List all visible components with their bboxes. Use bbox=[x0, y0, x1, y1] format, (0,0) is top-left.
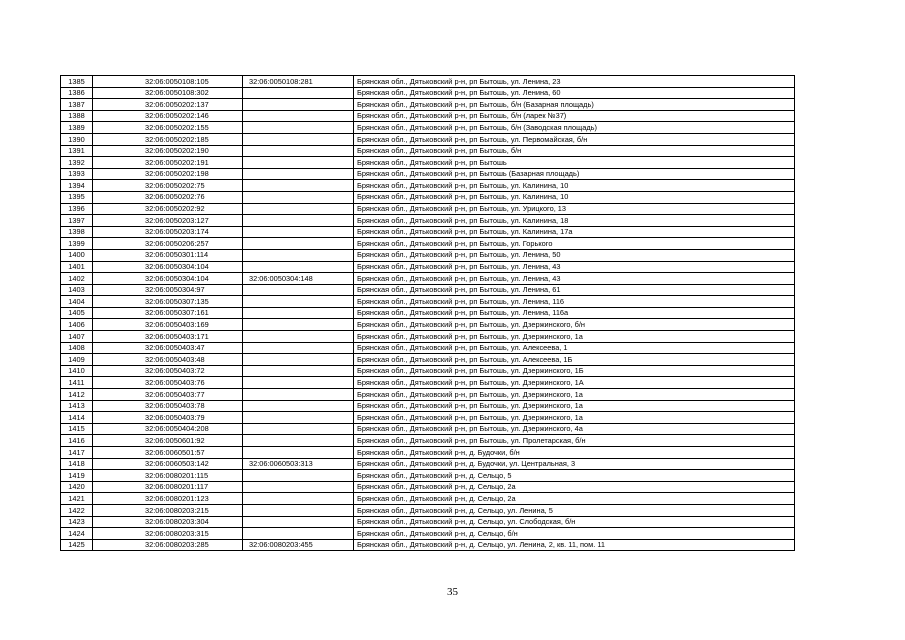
table-row bbox=[61, 365, 795, 377]
address-cell: Брянская обл., Дятьковский р-н, рп Бытошь, ул. Горького bbox=[354, 238, 795, 250]
address-cell: Брянская обл., Дятьковский р-н, д. Сельцо, 2а bbox=[354, 493, 795, 505]
table-row bbox=[61, 157, 795, 169]
table-row bbox=[61, 331, 795, 343]
linked-cadastral-number-cell bbox=[243, 296, 354, 308]
table-row bbox=[61, 122, 795, 134]
table-row bbox=[61, 458, 795, 470]
table-row bbox=[61, 470, 795, 482]
row-number-cell: 1424 bbox=[61, 528, 93, 540]
table-row bbox=[61, 133, 795, 145]
cadastral-number-cell: 32:06:0050108:302 bbox=[93, 87, 243, 99]
table-row bbox=[61, 516, 795, 528]
linked-cadastral-number-cell bbox=[243, 261, 354, 273]
linked-cadastral-number-cell: 32:06:0060503:313 bbox=[243, 458, 354, 470]
table-row bbox=[61, 307, 795, 319]
cadastral-number-cell: 32:06:0050403:48 bbox=[93, 354, 243, 366]
address-cell: Брянская обл., Дятьковский р-н, рп Бытошь, ул. Дзержинского, 1а bbox=[354, 389, 795, 401]
linked-cadastral-number-cell bbox=[243, 331, 354, 343]
address-cell: Брянская обл., Дятьковский р-н, рп Бытошь, ул. Дзержинского, 1а bbox=[354, 400, 795, 412]
cadastral-number-cell: 32:06:0050202:137 bbox=[93, 99, 243, 111]
address-cell: Брянская обл., Дятьковский р-н, рп Бытошь, ул. Ленина, 43 bbox=[354, 261, 795, 273]
row-number-cell: 1422 bbox=[61, 504, 93, 516]
linked-cadastral-number-cell bbox=[243, 110, 354, 122]
linked-cadastral-number-cell bbox=[243, 447, 354, 459]
page-number: 35 bbox=[447, 586, 458, 598]
address-cell: Брянская обл., Дятьковский р-н, рп Бытошь, ул. Дзержинского, 1Б bbox=[354, 365, 795, 377]
table-row bbox=[61, 191, 795, 203]
cadastral-number-cell: 32:06:0050304:104 bbox=[93, 273, 243, 285]
linked-cadastral-number-cell bbox=[243, 191, 354, 203]
cadastral-number-cell: 32:06:0080201:117 bbox=[93, 481, 243, 493]
table-row bbox=[61, 504, 795, 516]
linked-cadastral-number-cell: 32:06:0050304:148 bbox=[243, 273, 354, 285]
linked-cadastral-number-cell bbox=[243, 157, 354, 169]
address-cell: Брянская обл., Дятьковский р-н, рп Бытошь, ул. Дзержинского, 4а bbox=[354, 423, 795, 435]
row-number-cell: 1419 bbox=[61, 470, 93, 482]
row-number-cell: 1407 bbox=[61, 331, 93, 343]
row-number-cell: 1418 bbox=[61, 458, 93, 470]
linked-cadastral-number-cell bbox=[243, 238, 354, 250]
row-number-cell: 1406 bbox=[61, 319, 93, 331]
cadastral-number-cell: 32:06:0050403:77 bbox=[93, 389, 243, 401]
address-cell: Брянская обл., Дятьковский р-н, рп Бытошь, ул. Калинина, 17а bbox=[354, 226, 795, 238]
row-number-cell: 1414 bbox=[61, 412, 93, 424]
table-row bbox=[61, 423, 795, 435]
linked-cadastral-number-cell bbox=[243, 516, 354, 528]
row-number-cell: 1392 bbox=[61, 157, 93, 169]
cadastral-number-cell: 32:06:0050404:208 bbox=[93, 423, 243, 435]
address-cell: Брянская обл., Дятьковский р-н, рп Бытошь, ул. Калинина, 18 bbox=[354, 215, 795, 227]
linked-cadastral-number-cell bbox=[243, 307, 354, 319]
address-cell: Брянская обл., Дятьковский р-н, д. Будочки, б/н bbox=[354, 447, 795, 459]
linked-cadastral-number-cell bbox=[243, 203, 354, 215]
row-number-cell: 1387 bbox=[61, 99, 93, 111]
table-row bbox=[61, 354, 795, 366]
cadastral-number-cell: 32:06:0050202:191 bbox=[93, 157, 243, 169]
row-number-cell: 1416 bbox=[61, 435, 93, 447]
linked-cadastral-number-cell bbox=[243, 87, 354, 99]
cadastral-number-cell: 32:06:0050202:155 bbox=[93, 122, 243, 134]
row-number-cell: 1421 bbox=[61, 493, 93, 505]
address-cell: Брянская обл., Дятьковский р-н, д. Сельцо, 5 bbox=[354, 470, 795, 482]
table-row bbox=[61, 528, 795, 540]
row-number-cell: 1412 bbox=[61, 389, 93, 401]
address-cell: Брянская обл., Дятьковский р-н, рп Бытошь, б/н (Базарная площадь) bbox=[354, 99, 795, 111]
row-number-cell: 1413 bbox=[61, 400, 93, 412]
address-cell: Брянская обл., Дятьковский р-н, рп Бытошь, ул. Пролетарская, б/н bbox=[354, 435, 795, 447]
address-cell: Брянская обл., Дятьковский р-н, рп Бытошь, ул. Ленина, 50 bbox=[354, 249, 795, 261]
address-cell: Брянская обл., Дятьковский р-н, рп Бытошь, б/н bbox=[354, 145, 795, 157]
table-row bbox=[61, 261, 795, 273]
table-row bbox=[61, 319, 795, 331]
address-cell: Брянская обл., Дятьковский р-н, д. Сельцо, б/н bbox=[354, 528, 795, 540]
linked-cadastral-number-cell bbox=[243, 342, 354, 354]
row-number-cell: 1425 bbox=[61, 539, 93, 551]
row-number-cell: 1385 bbox=[61, 76, 93, 88]
address-cell: Брянская обл., Дятьковский р-н, рп Бытошь, ул. Дзержинского, б/н bbox=[354, 319, 795, 331]
row-number-cell: 1390 bbox=[61, 133, 93, 145]
linked-cadastral-number-cell bbox=[243, 365, 354, 377]
address-cell: Брянская обл., Дятьковский р-н, рп Бытошь (Базарная площадь) bbox=[354, 168, 795, 180]
cadastral-number-cell: 32:06:0050202:92 bbox=[93, 203, 243, 215]
row-number-cell: 1403 bbox=[61, 284, 93, 296]
cadastral-number-cell: 32:06:0080203:215 bbox=[93, 504, 243, 516]
cadastral-number-cell: 32:06:0080201:123 bbox=[93, 493, 243, 505]
address-cell: Брянская обл., Дятьковский р-н, рп Бытошь, ул. Алексеева, 1Б bbox=[354, 354, 795, 366]
row-number-cell: 1417 bbox=[61, 447, 93, 459]
table-row bbox=[61, 389, 795, 401]
cadastral-number-cell: 32:06:0050304:97 bbox=[93, 284, 243, 296]
table-row bbox=[61, 238, 795, 250]
cadastral-number-cell: 32:06:0050403:171 bbox=[93, 331, 243, 343]
linked-cadastral-number-cell bbox=[243, 389, 354, 401]
table-row bbox=[61, 87, 795, 99]
linked-cadastral-number-cell bbox=[243, 249, 354, 261]
address-cell: Брянская обл., Дятьковский р-н, рп Бытошь, ул. Ленина, 116 bbox=[354, 296, 795, 308]
linked-cadastral-number-cell bbox=[243, 99, 354, 111]
address-cell: Брянская обл., Дятьковский р-н, рп Бытошь, ул. Урицкого, 13 bbox=[354, 203, 795, 215]
linked-cadastral-number-cell bbox=[243, 412, 354, 424]
linked-cadastral-number-cell bbox=[243, 377, 354, 389]
cadastral-number-cell: 32:06:0080203:285 bbox=[93, 539, 243, 551]
cadastral-number-cell: 32:06:0060503:142 bbox=[93, 458, 243, 470]
address-cell: Брянская обл., Дятьковский р-н, д. Сельцо, ул. Ленина, 2, кв. 11, пом. 11 bbox=[354, 539, 795, 551]
table-row bbox=[61, 342, 795, 354]
address-cell: Брянская обл., Дятьковский р-н, рп Бытошь, ул. Ленина, 23 bbox=[354, 76, 795, 88]
table-row bbox=[61, 145, 795, 157]
row-number-cell: 1395 bbox=[61, 191, 93, 203]
row-number-cell: 1389 bbox=[61, 122, 93, 134]
cadastral-number-cell: 32:06:0050108:105 bbox=[93, 76, 243, 88]
linked-cadastral-number-cell bbox=[243, 470, 354, 482]
linked-cadastral-number-cell: 32:06:0050108:281 bbox=[243, 76, 354, 88]
row-number-cell: 1402 bbox=[61, 273, 93, 285]
address-cell: Брянская обл., Дятьковский р-н, рп Бытошь bbox=[354, 157, 795, 169]
table-row bbox=[61, 493, 795, 505]
table-row bbox=[61, 168, 795, 180]
table-row bbox=[61, 481, 795, 493]
cadastral-number-cell: 32:06:0050301:114 bbox=[93, 249, 243, 261]
row-number-cell: 1405 bbox=[61, 307, 93, 319]
cadastral-number-cell: 32:06:0080203:304 bbox=[93, 516, 243, 528]
address-cell: Брянская обл., Дятьковский р-н, д. Будочки, ул. Центральная, 3 bbox=[354, 458, 795, 470]
table-row bbox=[61, 377, 795, 389]
linked-cadastral-number-cell bbox=[243, 215, 354, 227]
address-cell: Брянская обл., Дятьковский р-н, рп Бытошь, ул. Ленина, 61 bbox=[354, 284, 795, 296]
cadastral-number-cell: 32:06:0050202:190 bbox=[93, 145, 243, 157]
linked-cadastral-number-cell bbox=[243, 145, 354, 157]
table-row bbox=[61, 539, 795, 551]
linked-cadastral-number-cell bbox=[243, 284, 354, 296]
cadastral-number-cell: 32:06:0050202:146 bbox=[93, 110, 243, 122]
table-row bbox=[61, 435, 795, 447]
cadastral-number-cell: 32:06:0050403:78 bbox=[93, 400, 243, 412]
linked-cadastral-number-cell bbox=[243, 354, 354, 366]
cadastral-number-cell: 32:06:0050203:127 bbox=[93, 215, 243, 227]
linked-cadastral-number-cell bbox=[243, 504, 354, 516]
row-number-cell: 1394 bbox=[61, 180, 93, 192]
table-row bbox=[61, 110, 795, 122]
cadastral-number-cell: 32:06:0050202:185 bbox=[93, 133, 243, 145]
address-cell: Брянская обл., Дятьковский р-н, рп Бытошь, ул. Ленина, 116а bbox=[354, 307, 795, 319]
address-cell: Брянская обл., Дятьковский р-н, рп Бытошь, б/н (ларек №37) bbox=[354, 110, 795, 122]
address-cell: Брянская обл., Дятьковский р-н, д. Сельцо, 2а bbox=[354, 481, 795, 493]
row-number-cell: 1420 bbox=[61, 481, 93, 493]
row-number-cell: 1388 bbox=[61, 110, 93, 122]
linked-cadastral-number-cell bbox=[243, 226, 354, 238]
linked-cadastral-number-cell bbox=[243, 528, 354, 540]
address-cell: Брянская обл., Дятьковский р-н, д. Сельцо, ул. Слободская, б/н bbox=[354, 516, 795, 528]
cadastral-number-cell: 32:06:0050202:75 bbox=[93, 180, 243, 192]
row-number-cell: 1404 bbox=[61, 296, 93, 308]
address-cell: Брянская обл., Дятьковский р-н, рп Бытошь, ул. Калинина, 10 bbox=[354, 191, 795, 203]
table-row bbox=[61, 99, 795, 111]
address-cell: Брянская обл., Дятьковский р-н, рп Бытошь, ул. Дзержинского, 1А bbox=[354, 377, 795, 389]
row-number-cell: 1400 bbox=[61, 249, 93, 261]
cadastral-number-cell: 32:06:0050307:135 bbox=[93, 296, 243, 308]
cadastral-number-cell: 32:06:0050403:47 bbox=[93, 342, 243, 354]
cadastral-number-cell: 32:06:0050304:104 bbox=[93, 261, 243, 273]
cadastral-number-cell: 32:06:0060501:57 bbox=[93, 447, 243, 459]
row-number-cell: 1408 bbox=[61, 342, 93, 354]
row-number-cell: 1410 bbox=[61, 365, 93, 377]
row-number-cell: 1393 bbox=[61, 168, 93, 180]
cadastral-number-cell: 32:06:0050206:257 bbox=[93, 238, 243, 250]
property-table bbox=[60, 75, 795, 551]
row-number-cell: 1397 bbox=[61, 215, 93, 227]
linked-cadastral-number-cell bbox=[243, 168, 354, 180]
row-number-cell: 1423 bbox=[61, 516, 93, 528]
row-number-cell: 1386 bbox=[61, 87, 93, 99]
linked-cadastral-number-cell bbox=[243, 319, 354, 331]
address-cell: Брянская обл., Дятьковский р-н, рп Бытошь, ул. Дзержинского, 1а bbox=[354, 412, 795, 424]
row-number-cell: 1391 bbox=[61, 145, 93, 157]
cadastral-number-cell: 32:06:0050403:76 bbox=[93, 377, 243, 389]
linked-cadastral-number-cell: 32:06:0080203:455 bbox=[243, 539, 354, 551]
row-number-cell: 1415 bbox=[61, 423, 93, 435]
cadastral-number-cell: 32:06:0050202:198 bbox=[93, 168, 243, 180]
linked-cadastral-number-cell bbox=[243, 122, 354, 134]
cadastral-number-cell: 32:06:0050403:79 bbox=[93, 412, 243, 424]
row-number-cell: 1409 bbox=[61, 354, 93, 366]
table-row bbox=[61, 284, 795, 296]
table-row bbox=[61, 273, 795, 285]
address-cell: Брянская обл., Дятьковский р-н, рп Бытошь, ул. Дзержинского, 1а bbox=[354, 331, 795, 343]
table-row bbox=[61, 447, 795, 459]
linked-cadastral-number-cell bbox=[243, 481, 354, 493]
address-cell: Брянская обл., Дятьковский р-н, рп Бытошь, ул. Первомайская, б/н bbox=[354, 133, 795, 145]
row-number-cell: 1401 bbox=[61, 261, 93, 273]
table-row bbox=[61, 249, 795, 261]
property-table-body bbox=[61, 76, 795, 551]
linked-cadastral-number-cell bbox=[243, 400, 354, 412]
linked-cadastral-number-cell bbox=[243, 493, 354, 505]
address-cell: Брянская обл., Дятьковский р-н, д. Сельцо, ул. Ленина, 5 bbox=[354, 504, 795, 516]
cadastral-number-cell: 32:06:0050203:174 bbox=[93, 226, 243, 238]
table-row bbox=[61, 76, 795, 88]
linked-cadastral-number-cell bbox=[243, 133, 354, 145]
row-number-cell: 1398 bbox=[61, 226, 93, 238]
cadastral-number-cell: 32:06:0080201:115 bbox=[93, 470, 243, 482]
table-row bbox=[61, 180, 795, 192]
row-number-cell: 1396 bbox=[61, 203, 93, 215]
cadastral-number-cell: 32:06:0050403:169 bbox=[93, 319, 243, 331]
table-row bbox=[61, 400, 795, 412]
linked-cadastral-number-cell bbox=[243, 180, 354, 192]
cadastral-number-cell: 32:06:0050403:72 bbox=[93, 365, 243, 377]
cadastral-number-cell: 32:06:0050202:76 bbox=[93, 191, 243, 203]
address-cell: Брянская обл., Дятьковский р-н, рп Бытошь, б/н (Заводская площадь) bbox=[354, 122, 795, 134]
table-row bbox=[61, 296, 795, 308]
table-row bbox=[61, 412, 795, 424]
cadastral-number-cell: 32:06:0050307:161 bbox=[93, 307, 243, 319]
address-cell: Брянская обл., Дятьковский р-н, рп Бытошь, ул. Ленина, 43 bbox=[354, 273, 795, 285]
row-number-cell: 1399 bbox=[61, 238, 93, 250]
row-number-cell: 1411 bbox=[61, 377, 93, 389]
table-row bbox=[61, 226, 795, 238]
address-cell: Брянская обл., Дятьковский р-н, рп Бытошь, ул. Алексеева, 1 bbox=[354, 342, 795, 354]
linked-cadastral-number-cell bbox=[243, 423, 354, 435]
table-row bbox=[61, 203, 795, 215]
cadastral-number-cell: 32:06:0050601:92 bbox=[93, 435, 243, 447]
linked-cadastral-number-cell bbox=[243, 435, 354, 447]
address-cell: Брянская обл., Дятьковский р-н, рп Бытошь, ул. Ленина, 60 bbox=[354, 87, 795, 99]
cadastral-number-cell: 32:06:0080203:315 bbox=[93, 528, 243, 540]
table-row bbox=[61, 215, 795, 227]
address-cell: Брянская обл., Дятьковский р-н, рп Бытошь, ул. Калинина, 10 bbox=[354, 180, 795, 192]
